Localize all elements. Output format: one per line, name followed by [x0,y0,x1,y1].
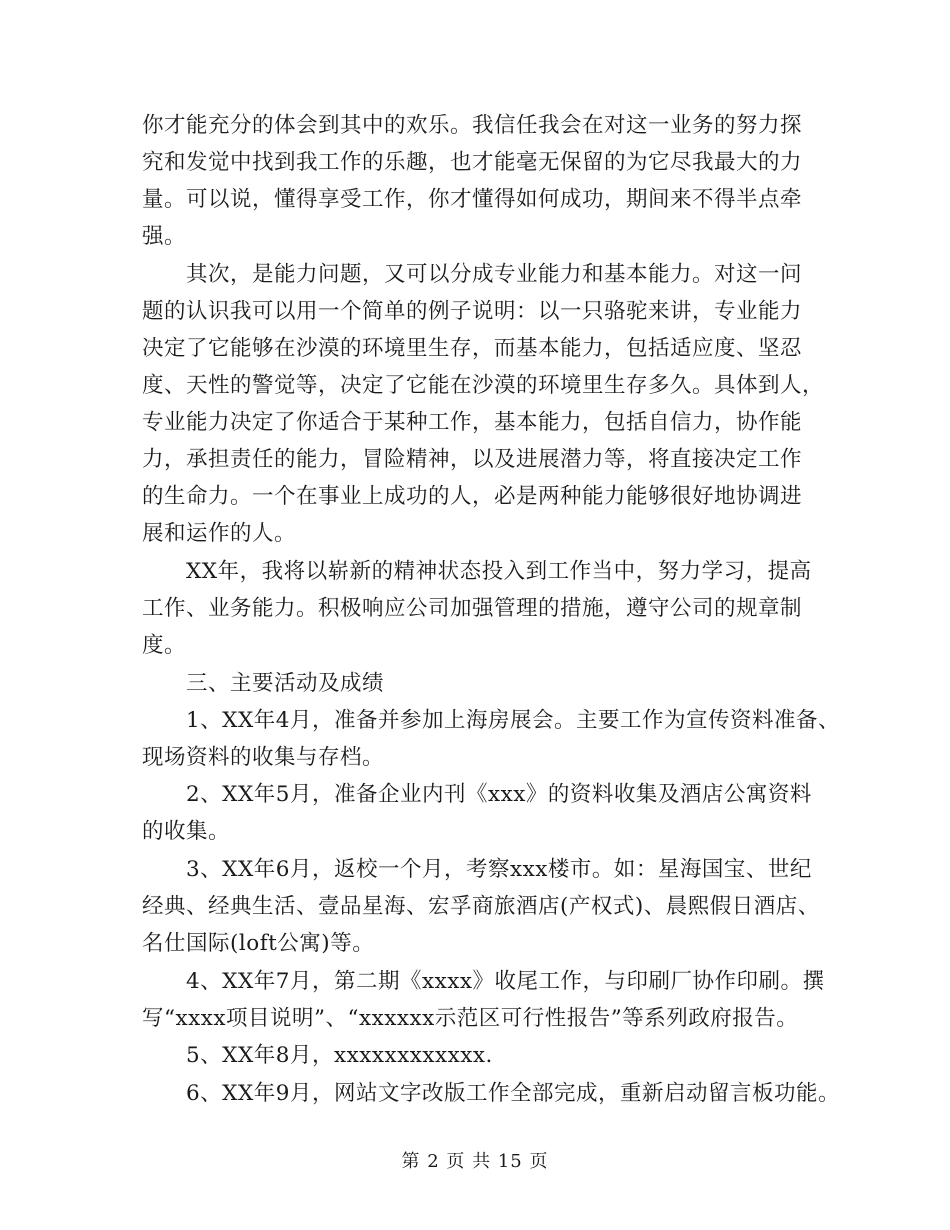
text-line: XX年，我将以崭新的精神状态投入到工作当中，努力学习，提高 [186,559,812,584]
page-footer: 第 2 页 共 15 页 [401,1151,549,1172]
text-line: 4、XX年7月，第二期《xxxx》收尾工作，与印刷厂协作印刷。撰 [186,969,825,994]
text-line: 经典、经典生活、壹品星海、宏孚商旅酒店(产权式)、晨熙假日酒店、 [142,894,820,919]
text-line: 6、XX年9月，网站文字改版工作全部完成，重新启动留言板功能。 [186,1081,840,1106]
text-line: 度。 [142,633,187,658]
text-line: 决定了它能够在沙漠的环境里生存，而基本能力，包括适应度、坚忍 [142,336,803,361]
text-line: 现场资料的收集与存档。 [142,745,385,770]
text-line: 量。可以说，懂得享受工作，你才懂得如何成功，期间来不得半点牵 [142,187,803,212]
text-line: 的生命力。一个在事业上成功的人，必是两种能力能够很好地协调进 [142,484,803,509]
text-line: 度、天性的警觉等，决定了它能在沙漠的环境里生存多久。具体到人， [142,373,825,398]
text-line: 专业能力决定了你适合于某种工作，基本能力，包括自信力，协作能 [142,410,803,435]
text-line: 1、XX年4月，准备并参加上海房展会。主要工作为宣传资料准备、 [186,708,840,733]
text-line: 写“xxxx项目说明”、“xxxxxx示范区可行性报告”等系列政府报告。 [142,1006,799,1031]
text-line: 展和运作的人。 [142,521,297,546]
text-line: 力，承担责任的能力，冒险精神，以及进展潜力等，将直接决定工作 [142,447,803,472]
text-line: 强。 [142,224,187,249]
text-line: 工作、业务能力。积极响应公司加强管理的措施，遵守公司的规章制 [142,596,803,621]
text-line: 5、XX年8月，xxxxxxxxxxxx. [186,1043,493,1068]
section-heading: 三、主要活动及成绩 [186,671,385,696]
text-line: 2、XX年5月，准备企业内刊《xxx》的资料收集及酒店公寓资料 [186,782,812,807]
text-line: 的收集。 [142,819,231,844]
text-line: 名仕国际(loft公寓)等。 [142,931,375,956]
text-line: 题的认识我可以用一个简单的例子说明：以一只骆驼来讲，专业能力 [142,299,803,324]
text-line: 究和发觉中找到我工作的乐趣，也才能毫无保留的为它尽我最大的力 [142,150,803,175]
text-line: 你才能充分的体会到其中的欢乐。我信任我会在对这一业务的努力探 [142,113,803,138]
text-line: 3、XX年6月，返校一个月，考察xxx楼市。如：星海国宝、世纪 [186,857,812,882]
text-line: 其次，是能力问题，又可以分成专业能力和基本能力。对这一问 [186,262,803,287]
